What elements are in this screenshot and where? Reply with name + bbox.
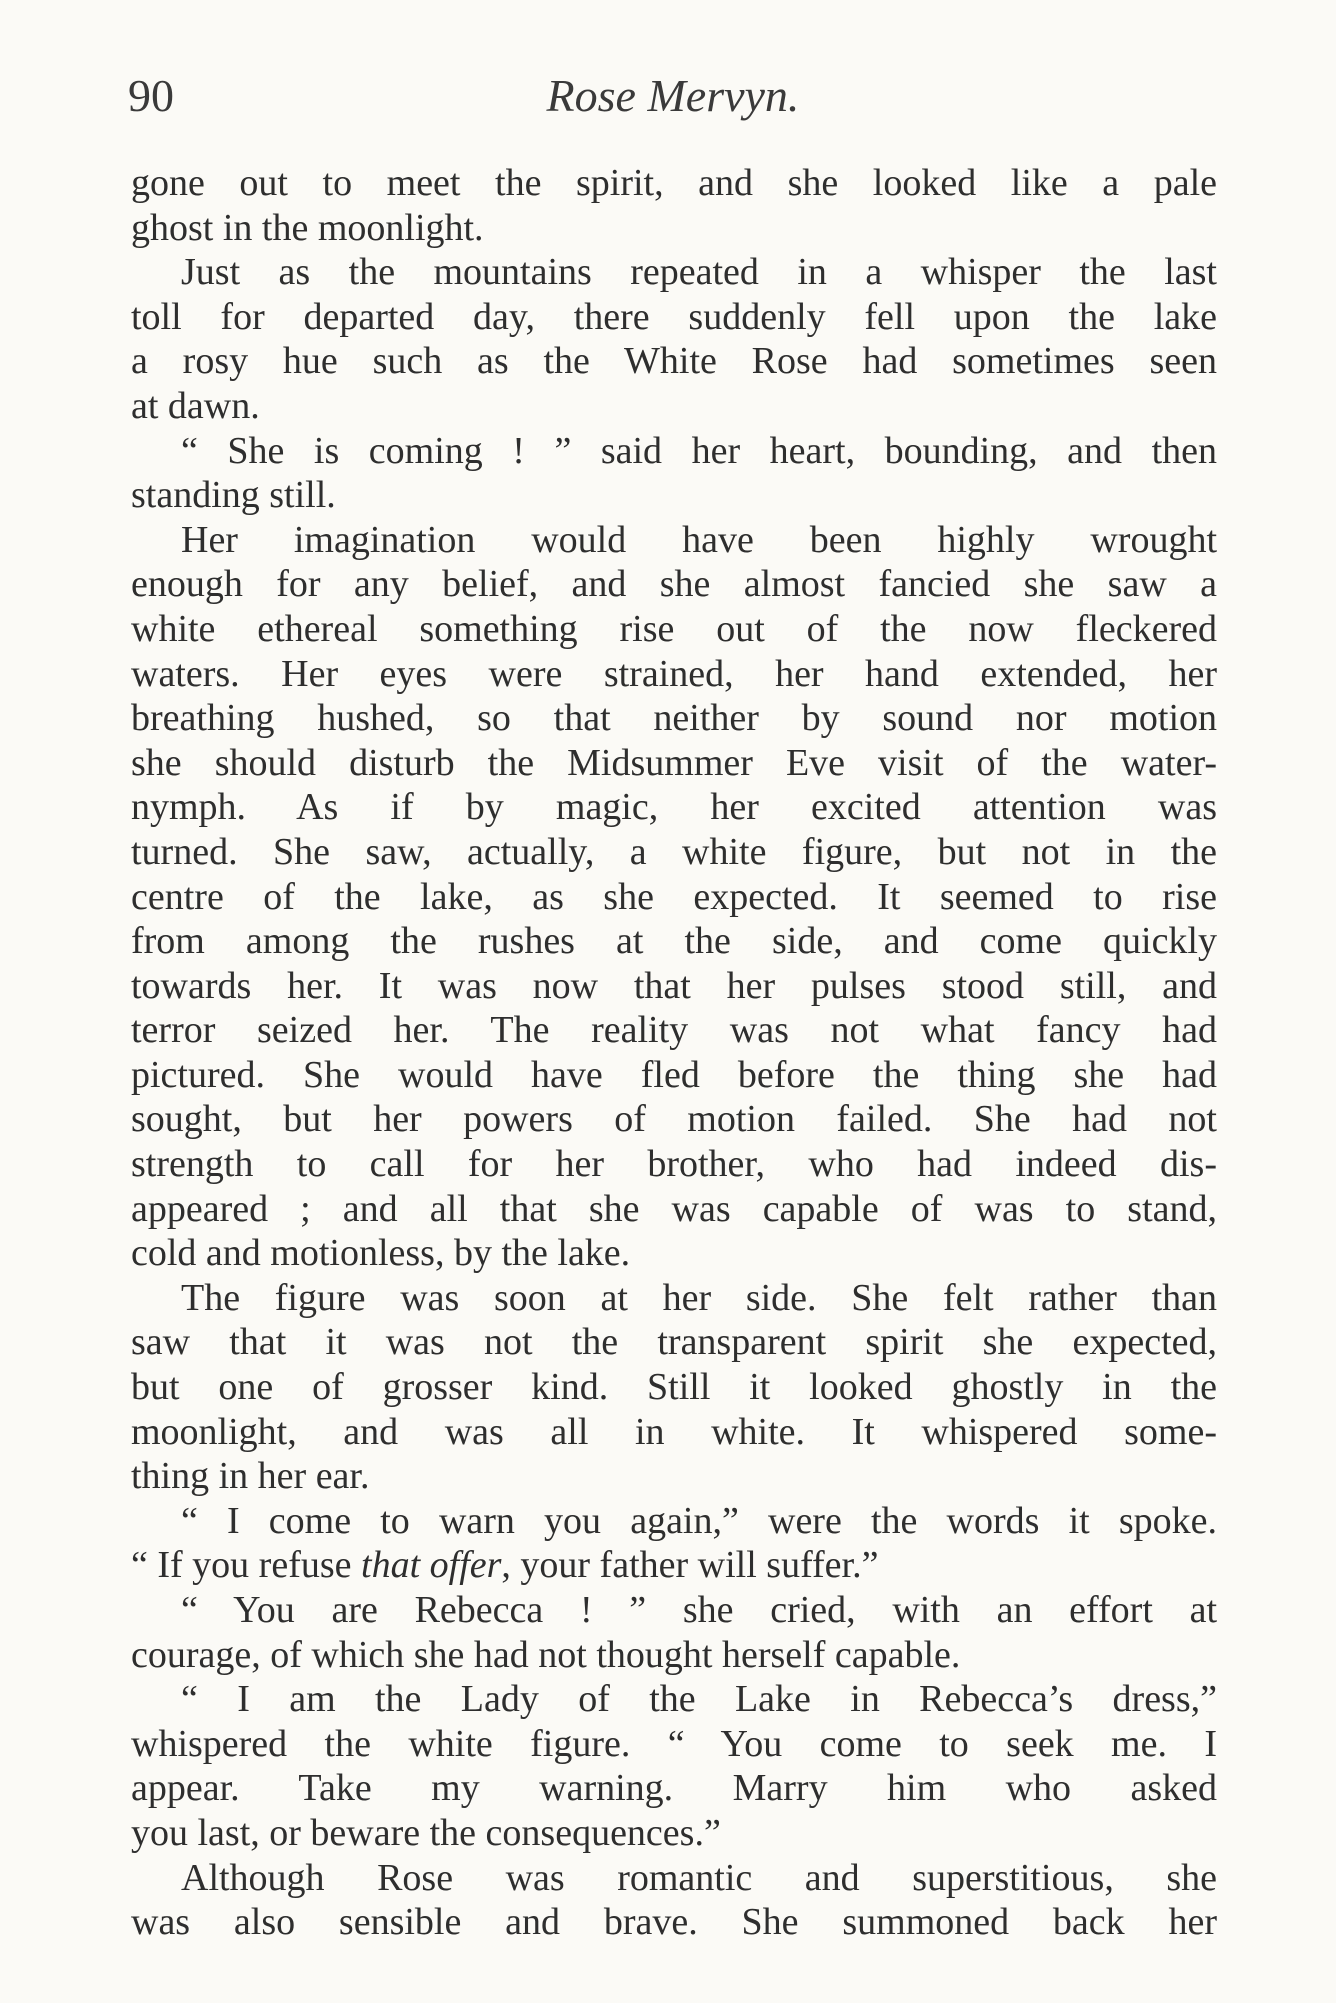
text-line [131, 919, 1217, 964]
text-line-content: moonlight, and was all in white. It whispered some- [131, 1410, 1217, 1453]
text-line [131, 1588, 1217, 1633]
running-head [128, 66, 1218, 126]
text-line-content: Her imagination would have been highly wrought [181, 518, 1217, 561]
text-line [131, 429, 1217, 474]
text-line-content: Just as the mountains repeated in a whisper the last [181, 251, 1217, 294]
text-line [131, 1722, 1217, 1767]
text-line [131, 562, 1217, 607]
text-line-content: saw that it was not the transparent spirit she expected, [131, 1321, 1217, 1364]
text-line-content: strength to call for her brother, who had indeed dis- [131, 1143, 1217, 1186]
text-line-content: cold and motionless, by the lake. [131, 1232, 631, 1275]
text-line-content: gone out to meet the spirit, and she looked like a pale [131, 162, 1217, 204]
body-text [131, 161, 1217, 1945]
text-line [131, 295, 1217, 340]
text-line [131, 250, 1217, 295]
text-line [131, 785, 1217, 830]
text-line-content: breathing hushed, so that neither by sound nor motion [131, 697, 1217, 740]
text-line-content: appear. Take my warning. Marry him who asked [131, 1767, 1217, 1810]
text-line-content: ghost in the moonlight. [131, 206, 484, 249]
text-line [131, 1142, 1217, 1187]
text-line [131, 1410, 1217, 1455]
text-line-content: thing in her ear. [131, 1455, 370, 1498]
page-number: 90 [128, 70, 174, 121]
text-line-content: terror seized her. The reality was not what fancy had [131, 1009, 1217, 1052]
text-line [131, 1276, 1217, 1321]
text-line [131, 607, 1217, 652]
text-line-content: towards her. It was now that her pulses stood still, and [131, 964, 1217, 1007]
text-line [131, 1008, 1217, 1053]
text-line-content: nymph. As if by magic, her excited attention was [131, 786, 1217, 829]
italic-emphasis: that offer [361, 1544, 502, 1587]
text-line [131, 1811, 1217, 1856]
text-line [131, 1677, 1217, 1722]
text-line [131, 1097, 1217, 1142]
text-line-content: courage, of which she had not thought herself capable. [131, 1633, 961, 1676]
text-line [131, 964, 1217, 1009]
text-line-content: she should disturb the Midsummer Eve visit of the water- [131, 741, 1217, 784]
text-line-content: you last, or beware the consequences.” [131, 1811, 721, 1854]
text-line-content: , your father will suffer.” [501, 1544, 879, 1587]
text-line-content: “ I come to warn you again,” were the words it spoke. [181, 1499, 1217, 1542]
text-line [131, 1320, 1217, 1365]
text-line-content: at dawn. [131, 384, 260, 427]
text-line-content: a rosy hue such as the White Rose had sometimes seen [131, 340, 1217, 383]
text-line-content: pictured. She would have fled before the thing she had [131, 1053, 1217, 1096]
text-line [131, 1856, 1217, 1901]
text-line [131, 1543, 1217, 1588]
text-line-content: “ You are Rebecca ! ” she cried, with an effort at [181, 1589, 1217, 1631]
text-line [131, 741, 1217, 786]
text-line [131, 473, 1217, 518]
text-line [131, 1633, 1217, 1678]
text-line-content: toll for departed day, there suddenly fell upon the lake [131, 295, 1217, 338]
text-line-content: from among the rushes at the side, and come quickly [131, 920, 1217, 963]
text-line [131, 1187, 1217, 1232]
text-line [131, 1365, 1217, 1410]
text-line-content: appeared ; and all that she was capable of was to stand, [131, 1187, 1217, 1230]
text-line-content: The figure was soon at her side. She felt rather than [181, 1276, 1217, 1319]
text-line [131, 161, 1217, 206]
text-line [131, 384, 1217, 429]
text-line-content: “ She is coming ! ” said her heart, bounding, and then [181, 429, 1217, 472]
text-line-content: “ If you refuse [131, 1544, 362, 1587]
text-line-content: whispered the white figure. “ You come to seek me. I [131, 1722, 1217, 1765]
text-line-content: but one of grosser kind. Still it looked ghostly in the [131, 1366, 1217, 1409]
text-line [131, 696, 1217, 741]
text-line-content: was also sensible and brave. She summoned back her [131, 1901, 1217, 1944]
running-title: Rose Mervyn. [546, 70, 800, 121]
text-line-content: white ethereal something rise out of the now fleckered [131, 607, 1217, 650]
text-line-content: centre of the lake, as she expected. It seemed to rise [131, 875, 1217, 918]
text-line [131, 1231, 1217, 1276]
text-line-content: sought, but her powers of motion failed. She had not [131, 1098, 1217, 1141]
text-line [131, 339, 1217, 384]
text-line-content: enough for any belief, and she almost fancied she saw a [131, 563, 1217, 606]
text-line [131, 652, 1217, 697]
text-line [131, 206, 1217, 251]
text-line [131, 1053, 1217, 1098]
text-line [131, 518, 1217, 563]
text-line [131, 875, 1217, 920]
text-line [131, 1454, 1217, 1499]
text-line [131, 1766, 1217, 1811]
text-line-content: waters. Her eyes were strained, her hand extended, her [131, 652, 1217, 695]
text-line-content: standing still. [131, 474, 336, 517]
text-line-content: “ I am the Lady of the Lake in Rebecca’s dress,” [181, 1678, 1217, 1721]
text-line [131, 1499, 1217, 1544]
text-line-content: Although Rose was romantic and superstitious, she [181, 1856, 1217, 1899]
text-line-content: turned. She saw, actually, a white figure, but not in the [131, 830, 1217, 873]
text-line [131, 830, 1217, 875]
text-line [131, 1900, 1217, 1945]
